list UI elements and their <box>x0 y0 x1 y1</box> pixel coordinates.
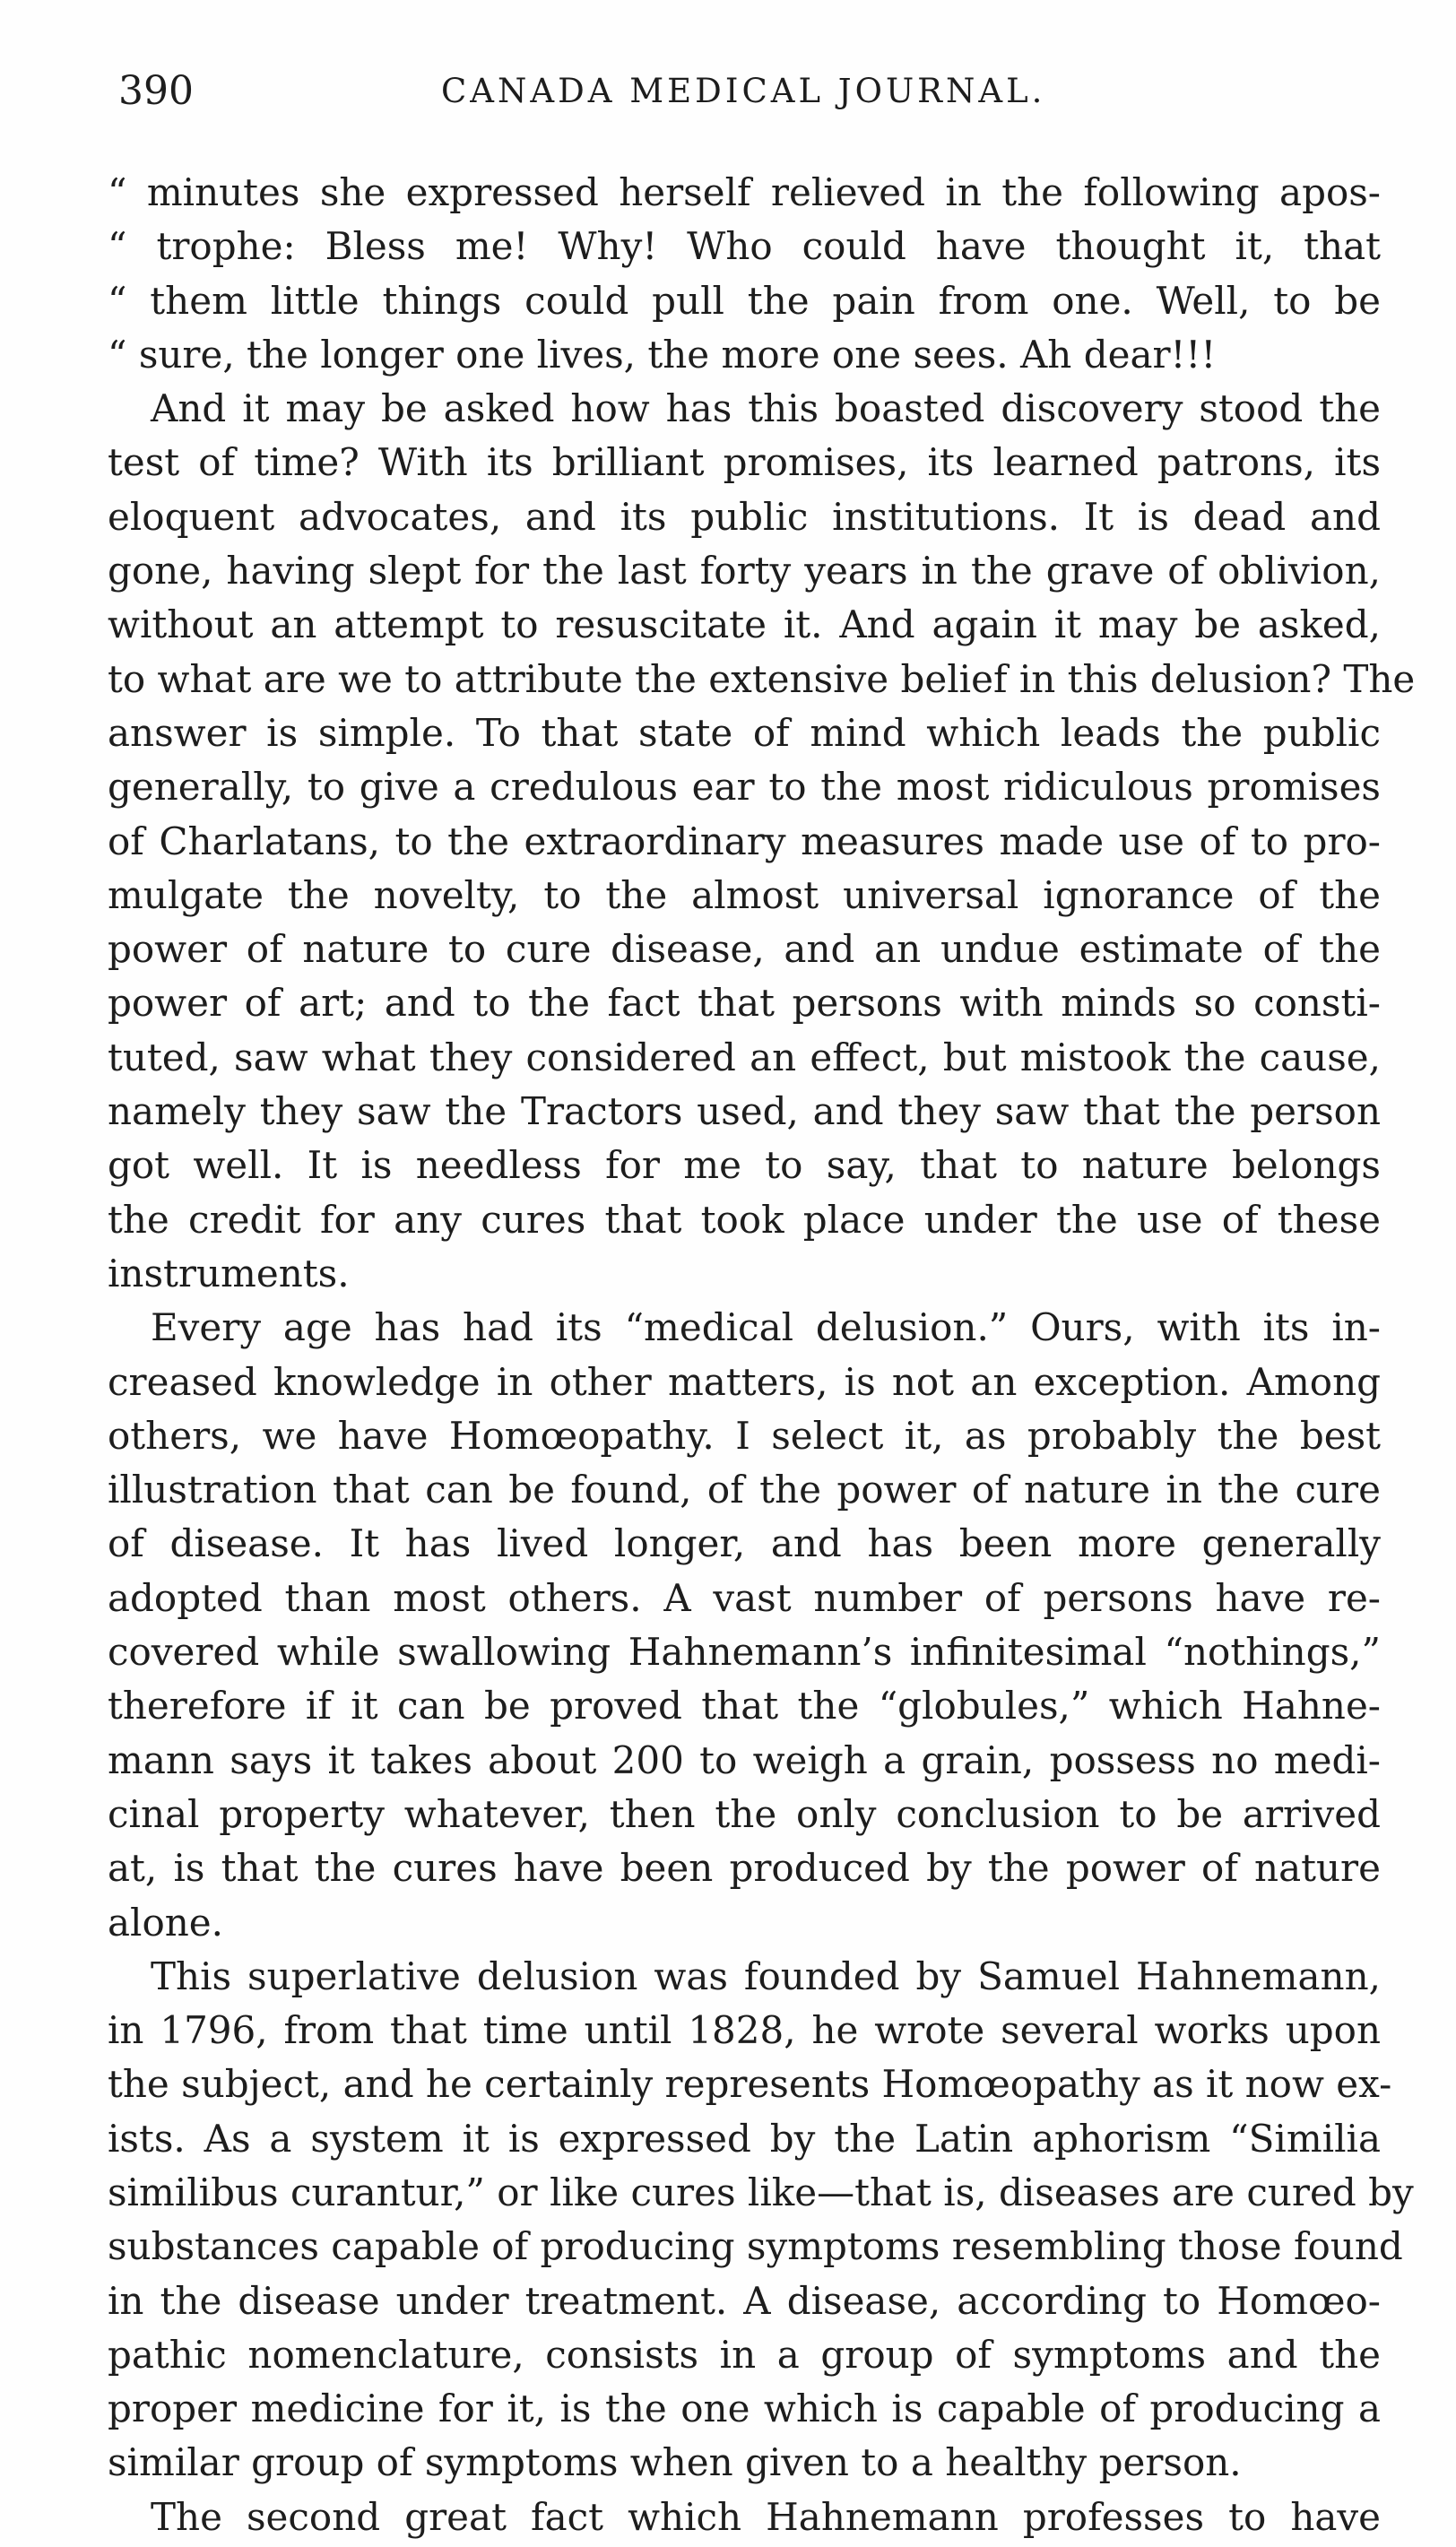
text-line: And it may be asked how has this boasted discovery stood the <box>151 386 1381 431</box>
text-line: mann says it takes about 200 to weigh a grain, possess no medi- <box>108 1737 1381 1782</box>
text-line: “ them little things could pull the pain from one. Well, to be <box>108 278 1381 323</box>
text-line: power of art; and to the fact that persons with minds so consti- <box>108 981 1381 1026</box>
text-line: substances capable of producing symptoms resembling those found <box>108 2224 1403 2269</box>
paragraph-quote-continuation <box>108 166 1381 382</box>
text-line: tuted, saw what they considered an effect, but mistook the cause, <box>108 1035 1381 1079</box>
text-line: adopted than most others. A vast number of persons have re- <box>108 1575 1381 1620</box>
text-line: alone. <box>108 1900 224 1945</box>
text-line: illustration that can be found, of the power of nature in the cure <box>108 1468 1381 1512</box>
text-line: This superlative delusion was founded by Samuel Hahnemann, <box>151 1954 1381 1998</box>
text-line: test of time? With its brilliant promises, its learned patrons, its <box>108 440 1381 485</box>
text-line: mulgate the novelty, to the almost universal ignorance of the <box>108 872 1381 917</box>
text-line: without an attempt to resuscitate it. And again it may be asked, <box>108 602 1381 647</box>
text-line: the subject, and he certainly represents Homœopathy as it now ex- <box>108 2062 1392 2107</box>
paragraph-hahnemann <box>108 1950 1414 2491</box>
text-line: in the disease under treatment. A disease, according to Homœo- <box>108 2278 1381 2323</box>
text-line: “ minutes she expressed herself relieved in the following apos- <box>108 170 1381 214</box>
page-number: 390 <box>118 68 194 114</box>
text-line: “ sure, the longer one lives, the more one sees. Ah dear!!! <box>108 332 1217 377</box>
text-line: others, we have Homœopathy. I select it, as probably the best <box>108 1413 1381 1458</box>
text-line: the credit for any cures that took place under the use of these <box>108 1197 1381 1242</box>
text-line: eloquent advocates, and its public institutions. It is dead and <box>108 494 1381 539</box>
text-line: proper medicine for it, is the one which is capable of producing a <box>108 2387 1381 2431</box>
article-body <box>108 166 1416 2544</box>
text-line: at, is that the cures have been produced by the power of nature <box>108 1846 1381 1891</box>
text-line: of disease. It has lived longer, and has been more generally <box>108 1521 1381 1566</box>
text-line: pathic nomenclature, consists in a group of symptoms and the <box>108 2332 1381 2377</box>
text-line: of Charlatans, to the extraordinary measures made use of to pro- <box>108 819 1381 863</box>
running-title: CANADA MEDICAL JOURNAL. <box>441 72 1046 110</box>
text-line: ists. As a system it is expressed by the Latin aphorism “Similia <box>108 2116 1381 2161</box>
text-line: answer is simple. To that state of mind which leads the public <box>108 710 1381 755</box>
text-line: namely they saw the Tractors used, and they saw that the person <box>108 1089 1381 1134</box>
text-line: The second great fact which Hahnemann professes to have <box>151 2494 1381 2539</box>
text-line: in 1796, from that time until 1828, he wrote several works upon <box>108 2008 1381 2053</box>
text-line: gone, having slept for the last forty years in the grave of oblivion, <box>108 549 1381 593</box>
text-line: similibus curantur,” or like cures like—that is, diseases are cured by <box>108 2170 1414 2214</box>
text-line: generally, to give a credulous ear to the most ridiculous promises <box>108 765 1381 810</box>
text-line: creased knowledge in other matters, is not an exception. Among <box>108 1359 1381 1404</box>
text-line: instruments. <box>108 1251 350 1295</box>
text-line: to what are we to attribute the extensive belief in this delusion? The <box>108 656 1416 701</box>
paragraph-second-fact <box>108 2491 1381 2544</box>
text-line: similar group of symptoms when given to a healthy person. <box>108 2440 1242 2485</box>
page-header <box>118 65 1391 118</box>
text-line: cinal property whatever, then the only conclusion to be arrived <box>108 1791 1381 1836</box>
text-line: Every age has had its “medical delusion.” Ours, with its in- <box>151 1305 1381 1350</box>
text-line: covered while swallowing Hahnemann’s infinitesimal “nothings,” <box>108 1630 1381 1675</box>
text-line: got well. It is needless for me to say, that to nature belongs <box>108 1143 1381 1188</box>
paragraph-medical-delusion <box>108 1301 1381 1950</box>
text-line: therefore if it can be proved that the “globules,” which Hahne- <box>108 1684 1381 1728</box>
text-line: power of nature to cure disease, and an undue estimate of the <box>108 927 1381 972</box>
text-line: “ trophe: Bless me! Why! Who could have thought it, that <box>108 224 1381 269</box>
paragraph-test-of-time <box>108 382 1416 1301</box>
